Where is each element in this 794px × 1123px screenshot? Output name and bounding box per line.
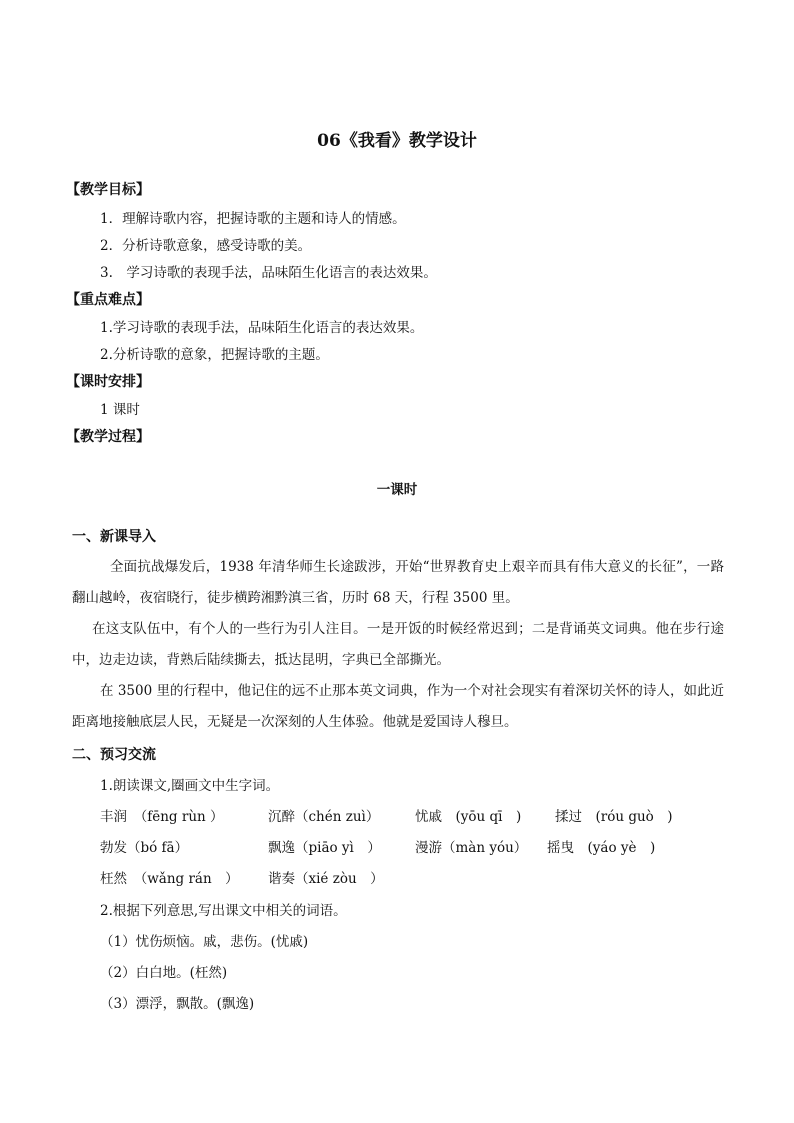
part1-paragraph-3: 在 3500 里的行程中，他记住的远不止那本英文词典，作为一个对社会现实有着深切关怀的诗人，如此近距离地接触底层人民，无疑是一次深刻的人生体验。他就是爱国诗人穆旦。: [72, 683, 724, 730]
part2-task-1: 1.朗读课文,圈画文中生字词。: [100, 778, 280, 794]
objective-item-1: 1．理解诗歌内容，把握诗歌的主题和诗人的情感。: [100, 211, 406, 227]
schedule-item-1: 1 课时: [100, 402, 140, 418]
key-point-item-2: 2.分析诗歌的意象，把握诗歌的主题。: [100, 347, 329, 363]
part1-paragraph-2: 在这支队伍中，有个人的一些行为引人注目。一是开饭的时候经常迟到；二是背诵英文词典。他在步行途中，边走边读，背熟后陆续撕去，抵达昆明，字典已全部撕光。: [72, 621, 724, 668]
part1-paragraph-1: 全面抗战爆发后，1938 年清华师生长途跋涉，开始“世界教育史上艰辛而具有伟大意义的长征”，一路翻山越岭，夜宿晓行，徒步横跨湘黔滇三省，历时 68 天，行程 3500 里。: [72, 559, 724, 606]
key-point-item-1: 1.学习诗歌的表现手法，品味陌生化语言的表达效果。: [100, 320, 424, 336]
process-heading: 【教学过程】: [66, 429, 150, 445]
key-points-heading: 【重点难点】: [66, 292, 150, 308]
document-title: 06《我看》教学设计: [317, 131, 477, 151]
vocab-item: 揉过 (róu guò ): [555, 809, 673, 825]
part2-task-2: 2.根据下列意思,写出课文中相关的词语。: [100, 903, 347, 919]
part2-heading: 二、预习交流: [72, 747, 156, 763]
objective-item-3: 3. 学习诗歌的表现手法，品味陌生化语言的表达效果。: [100, 265, 437, 281]
vocab-item: 丰润 （fēng rùn ）: [100, 809, 224, 825]
answer-item-3: （3）漂浮，飘散。(飘逸): [100, 996, 255, 1012]
part1-heading: 一、新课导入: [72, 529, 156, 545]
vocab-item: 漫游（màn yóu）: [415, 840, 528, 856]
objectives-heading: 【教学目标】: [66, 182, 150, 198]
vocab-item: 飘逸（piāo yì ）: [268, 840, 381, 856]
vocab-item: 枉然 （wǎng rán ）: [100, 871, 239, 887]
answer-item-2: （2）白白地。(枉然): [100, 965, 228, 981]
objective-item-2: 2．分析诗歌意象，感受诗歌的美。: [100, 238, 312, 254]
answer-item-1: （1）忧伤烦恼。戚，悲伤。(忧戚): [100, 934, 309, 950]
vocab-item: 沉醉（chén zuì）: [268, 809, 380, 825]
vocab-item: 谐奏（xié zòu ）: [268, 871, 384, 887]
vocab-item: 忧戚 (yōu qī ): [415, 809, 522, 825]
vocab-item: 勃发（bó fā）: [100, 840, 189, 856]
vocab-item: 摇曳 (yáo yè ): [547, 840, 656, 856]
lesson-heading: 一课时: [376, 482, 418, 498]
schedule-heading: 【课时安排】: [66, 374, 150, 390]
